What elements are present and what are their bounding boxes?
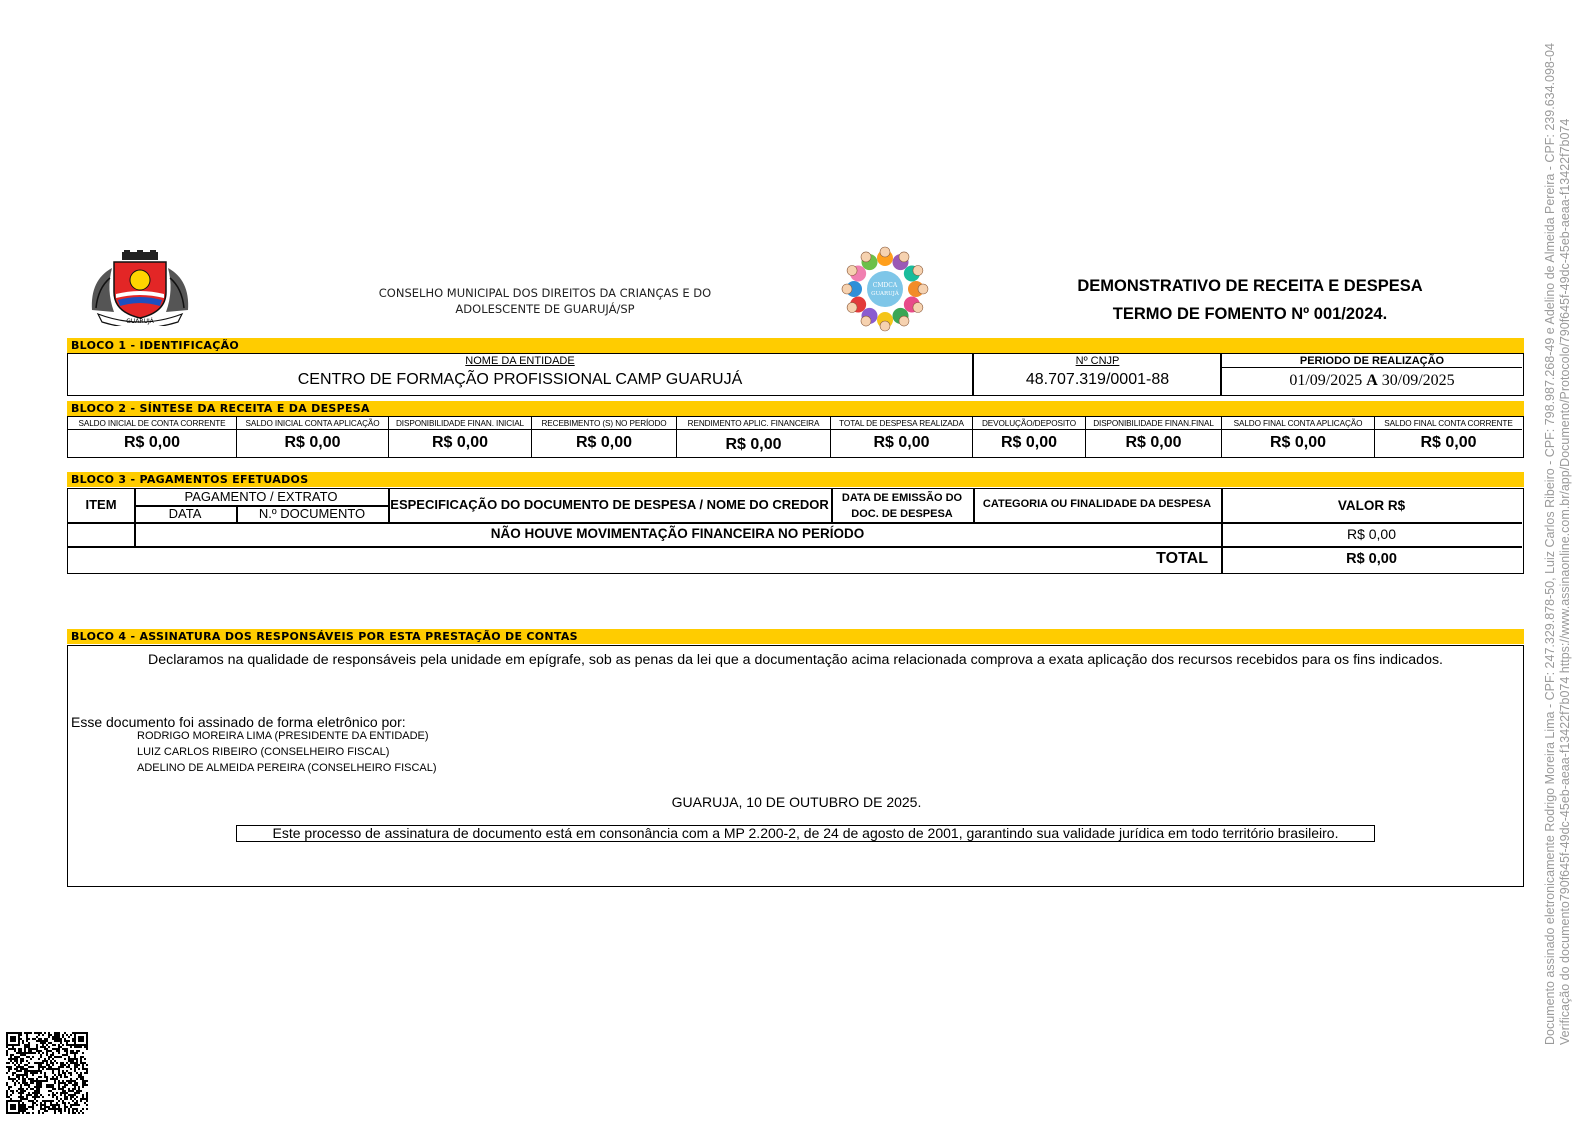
- emission-line-1: DATA DE EMISSÃO DO: [841, 492, 963, 504]
- summary-column: [973, 417, 1086, 457]
- period-cell: [1222, 354, 1522, 395]
- logo-text-bottom: GUARUJÁ: [871, 291, 899, 297]
- payment-header: PAGAMENTO / EXTRATO: [184, 489, 338, 504]
- bloco4-bar: BLOCO 4 - ASSINATURA DOS RESPONSÁVEIS POR ESTA PRESTAÇÃO DE CONTAS: [67, 629, 1524, 644]
- period-start: 01/09/2025: [1289, 372, 1363, 389]
- total-label: TOTAL: [1156, 550, 1208, 567]
- total-value: R$ 0,00: [1346, 551, 1397, 567]
- entity-cell: [68, 354, 972, 395]
- summary-column: [1222, 417, 1375, 457]
- svg-text:GUARUJÁ: GUARUJÁ: [126, 318, 154, 325]
- entity-value: CENTRO DE FORMAÇÃO PROFISSIONAL CAMP GUARUJÁ: [297, 371, 743, 388]
- municipal-crest-icon: [86, 250, 194, 326]
- summary-column: [677, 417, 831, 457]
- bloco2-bar: BLOCO 2 - SÍNTESE DA RECEITA E DA DESPESA: [67, 401, 1524, 416]
- valor-header: VALOR R$: [1337, 498, 1406, 513]
- emission-line-2: DOC. DE DESPESA: [851, 508, 953, 520]
- summary-column-value: R$ 0,00: [575, 434, 633, 451]
- cmdca-logo-icon: [832, 246, 938, 332]
- cnpj-label: Nº CNJP: [1075, 355, 1120, 367]
- summary-column-value: R$ 0,00: [1420, 434, 1477, 451]
- summary-column-label: DISPONIBILIDADE FINAN.FINAL: [1086, 417, 1221, 430]
- mp-notice-box: Este processo de assinatura de documento está em consonância com a MP 2.200-2, de 24 de agosto de 2001, garantindo sua validade jurídica em todo território brasileiro.: [236, 825, 1375, 842]
- no-movement-message: NÃO HOUVE MOVIMENTAÇÃO FINANCEIRA NO PERÍODO: [490, 526, 865, 541]
- summary-column-label: RECEBIMENTO (S) NO PERÍODO: [532, 417, 676, 430]
- summary-column-label: SALDO FINAL CONTA CORRENTE: [1375, 417, 1522, 430]
- date-header: DATA: [168, 506, 202, 521]
- watermark-line-2: Verificação do documento790f645f-49dc-45eb-aeaa-f13422f7b074 https://www.assinaonline.com.br/app/Documento/Protocolo/790f645f-49dc-45eb-aeaa-f13422f7b074: [1558, 118, 1572, 1045]
- bloco3-bar: BLOCO 3 - PAGAMENTOS EFETUADOS: [67, 472, 1524, 487]
- cnpj-value: 48.707.319/0001-88: [1025, 371, 1170, 388]
- item-header: ITEM: [85, 497, 117, 512]
- logo-text-top: CMDCA: [872, 282, 898, 289]
- emission-date-header: [831, 490, 973, 522]
- summary-column-label: TOTAL DE DESPESA REALIZADA: [831, 417, 972, 430]
- summary-column: [831, 417, 973, 457]
- entity-label: NOME DA ENTIDADE: [465, 355, 575, 367]
- summary-column-label: SALDO FINAL CONTA APLICAÇÃO: [1222, 417, 1374, 430]
- place-date: GUARUJA, 10 DE OUTUBRO DE 2025.: [671, 794, 922, 810]
- watermark-line-1: Documento assinado eletronicamente Rodrigo Moreira Lima - CPF: 247.329.878-50, Luiz Carlos Ribeiro - CPF: 798.987.268-49 e Adelino de Almeida Pereira - CPF: 239.634.098-04: [1543, 43, 1557, 1045]
- summary-column-label: SALDO INICIAL DE CONTA CORRENTE: [68, 417, 236, 430]
- summary-column-label: DEVOLUÇÃO/DEPOSITO: [973, 417, 1085, 430]
- summary-column-value: R$ 0,00: [1125, 434, 1182, 451]
- summary-column: [389, 417, 532, 457]
- identification-table: [67, 353, 1524, 396]
- period-value: [1222, 368, 1522, 393]
- document-title: [1050, 272, 1450, 328]
- signer-name: ADELINO DE ALMEIDA PEREIRA (CONSELHEIRO FISCAL): [137, 762, 437, 774]
- summary-column: [1086, 417, 1222, 457]
- signer-name: RODRIGO MOREIRA LIMA (PRESIDENTE DA ENTIDADE): [137, 730, 429, 742]
- summary-column-value: R$ 0,00: [725, 436, 782, 453]
- category-header: CATEGORIA OU FINALIDADE DA DESPESA: [982, 498, 1212, 510]
- signatures-section: [67, 645, 1524, 887]
- summary-column-value: R$ 0,00: [1269, 434, 1327, 451]
- summary-column: [532, 417, 677, 457]
- cnpj-cell: [974, 354, 1221, 395]
- row-value: R$ 0,00: [1346, 526, 1397, 542]
- summary-column-value: R$ 0,00: [284, 434, 341, 451]
- signer-name: LUIZ CARLOS RIBEIRO (CONSELHEIRO FISCAL): [137, 746, 390, 758]
- summary-column: [1375, 417, 1522, 457]
- summary-column-value: R$ 0,00: [1000, 434, 1058, 451]
- signature-watermark: [1542, 0, 1586, 1133]
- summary-column: [237, 417, 389, 457]
- title-line-1: DEMONSTRATIVO DE RECEITA E DESPESA: [1077, 277, 1423, 295]
- payments-table: [67, 488, 1524, 574]
- period-sep: A: [1366, 372, 1378, 389]
- council-line-1: CONSELHO MUNICIPAL DOS DIREITOS DA CRIANÇAS E DO: [378, 286, 712, 300]
- title-line-2: TERMO DE FOMENTO Nº 001/2024.: [1112, 305, 1388, 323]
- doc-number-header: N.º DOCUMENTO: [258, 506, 366, 521]
- specification-header: ESPECIFICAÇÃO DO DOCUMENTO DE DESPESA / NOME DO CREDOR: [390, 497, 829, 512]
- declaration-text: Declaramos na qualidade de responsáveis pela unidade em epígrafe, sob as penas da lei que a documentação acima relacionada comprova a exata aplicação dos recursos recebidos para os fins indicados.: [147, 652, 1443, 668]
- summary-column-value: R$ 0,00: [123, 434, 181, 451]
- summary-column-value: R$ 0,00: [431, 434, 489, 451]
- summary-column-label: DISPONIBILIDADE FINAN. INICIAL: [389, 417, 531, 430]
- bloco1-bar: BLOCO 1 - IDENTIFICAÇÃO: [67, 338, 1524, 353]
- signed-intro: Esse documento foi assinado de forma eletrônico por:: [71, 714, 406, 730]
- summary-column-label: SALDO INICIAL CONTA APLICAÇÃO: [237, 417, 388, 430]
- summary-column-value: R$ 0,00: [873, 434, 930, 451]
- council-name: [360, 285, 730, 317]
- summary-column: [68, 417, 237, 457]
- council-line-2: ADOLESCENTE DE GUARUJÁ/SP: [455, 302, 635, 316]
- period-label: PERIODO DE REALIZAÇÃO: [1222, 354, 1522, 368]
- summary-table: [67, 416, 1524, 458]
- period-end: 30/09/2025: [1381, 372, 1455, 389]
- qr-code-icon: [6, 1032, 88, 1114]
- summary-column-label: RENDIMENTO APLIC. FINANCEIRA: [677, 417, 830, 430]
